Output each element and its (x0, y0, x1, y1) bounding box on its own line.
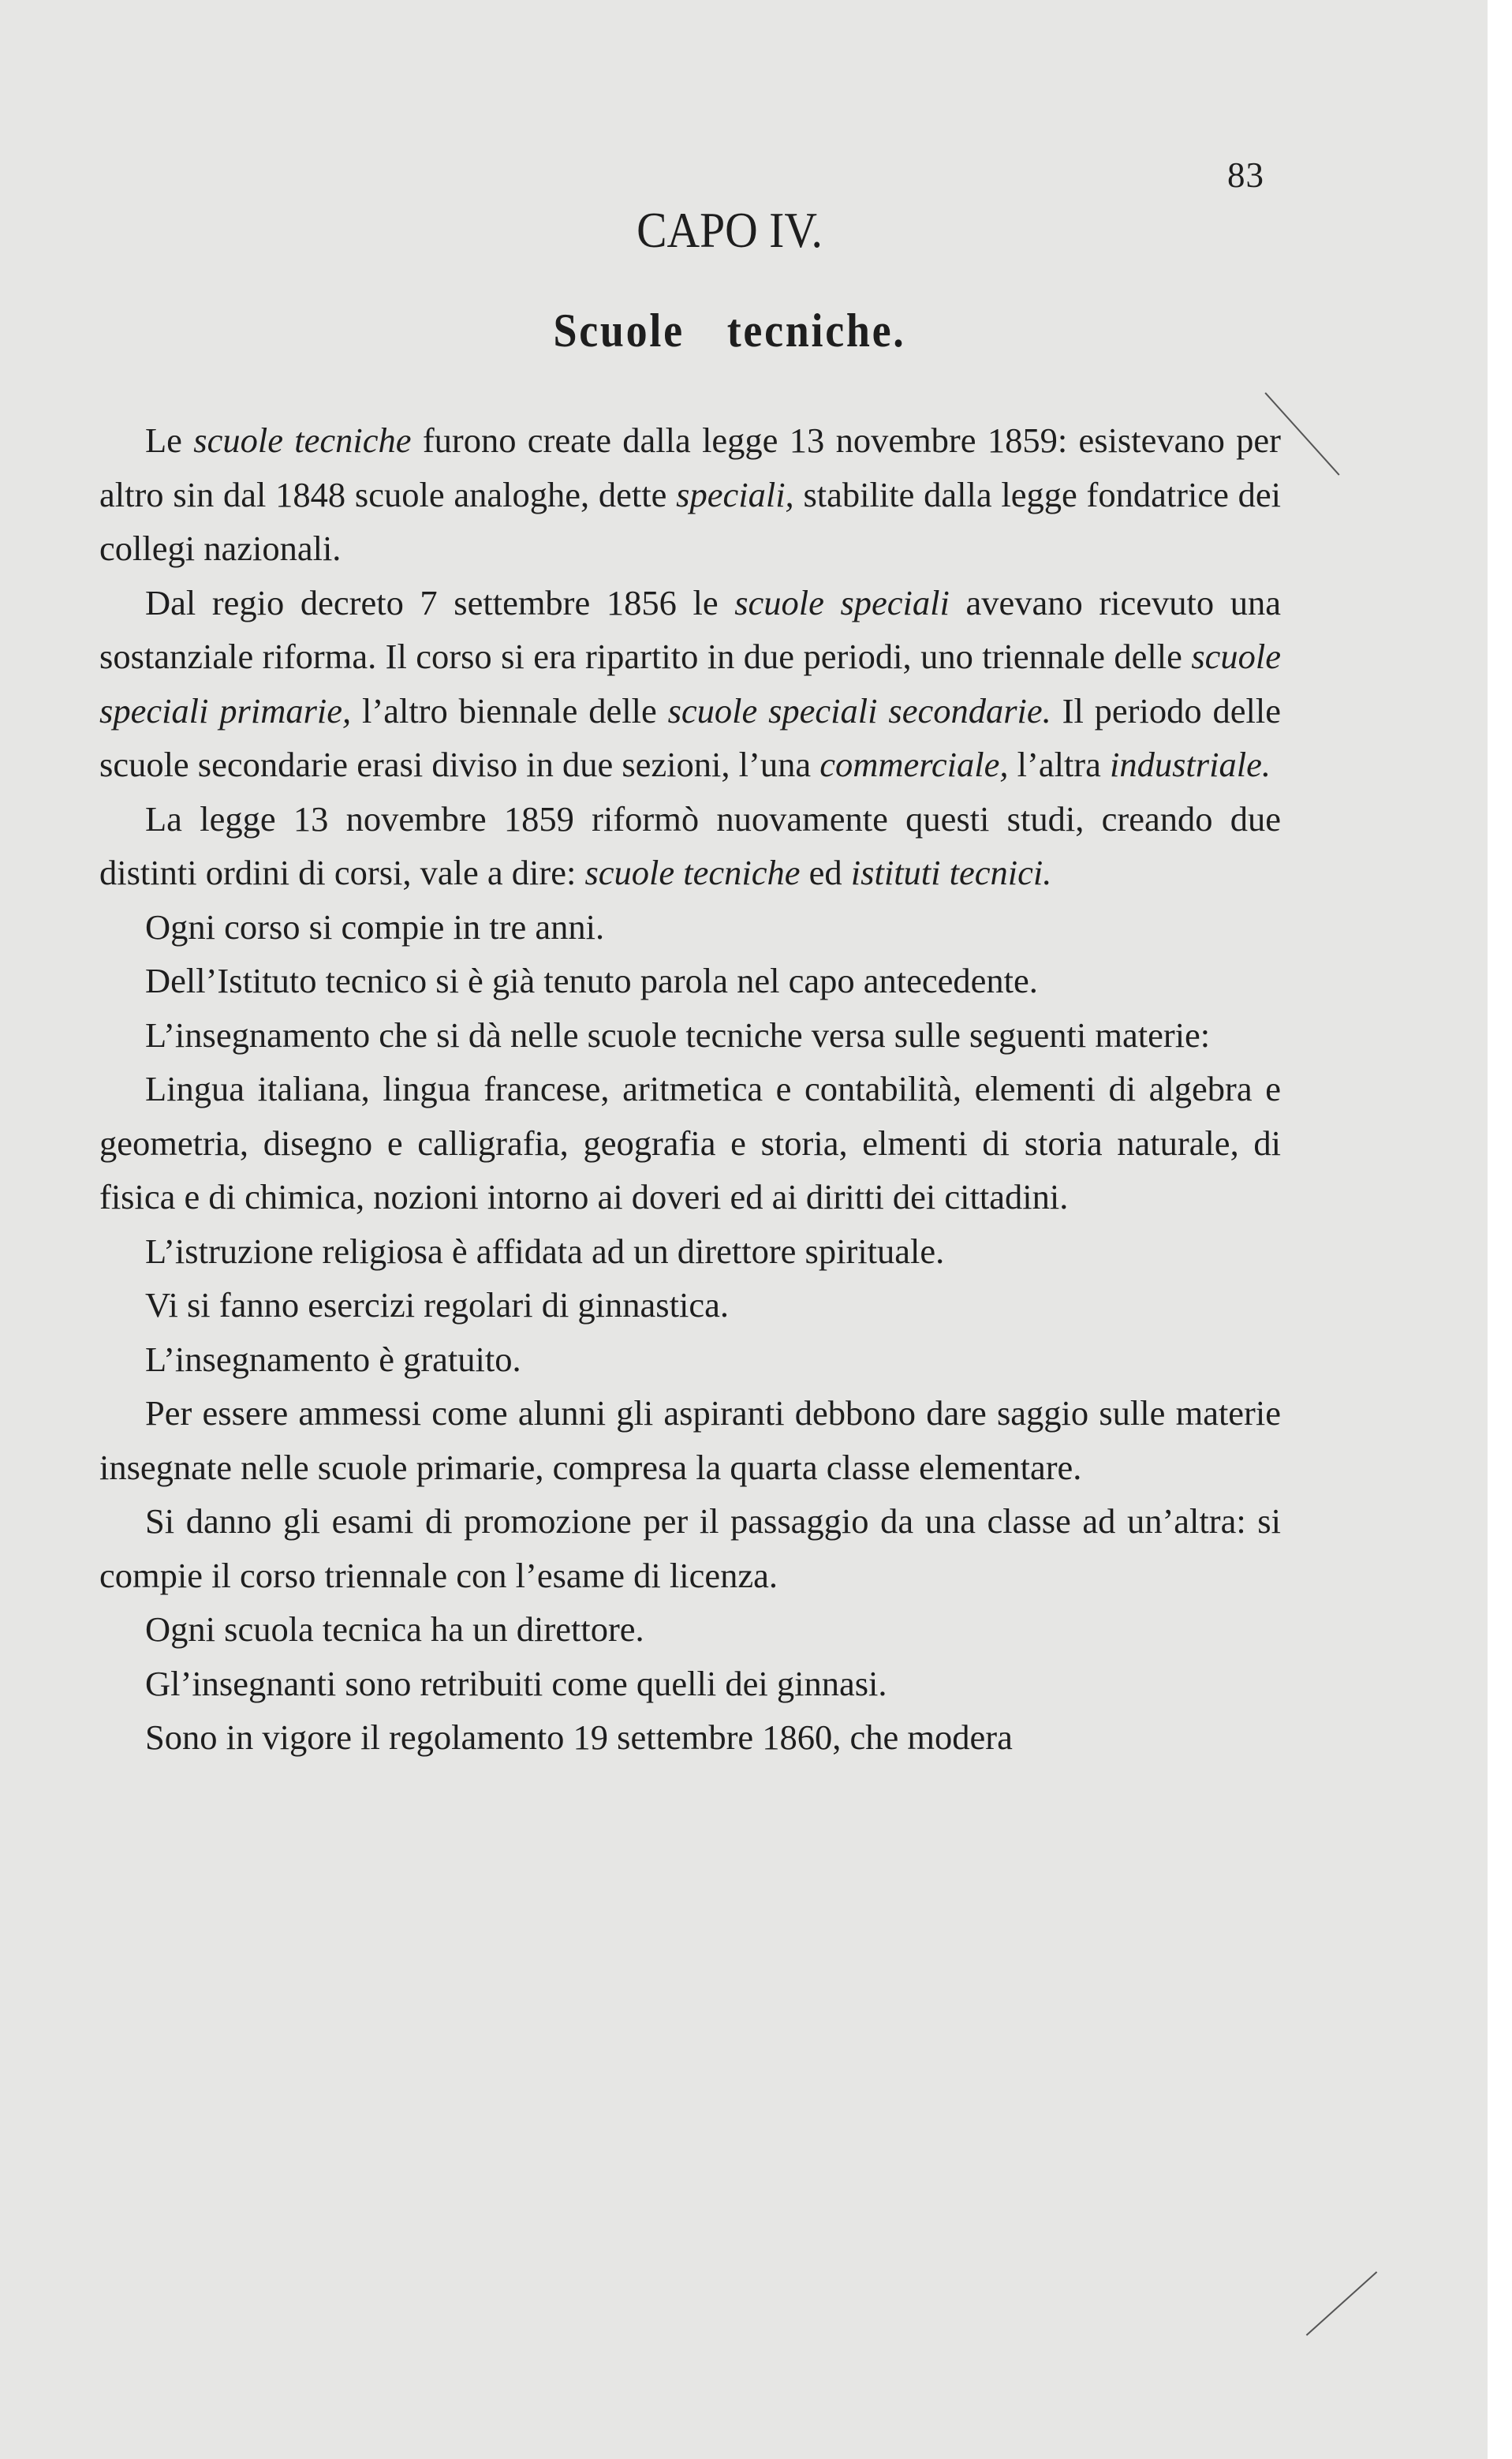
text-run: Ogni scuola tecnica ha un direttore. (145, 1609, 644, 1649)
text-run: Vi si fanno esercizi regolari di ginnastica. (145, 1285, 729, 1325)
stray-mark (1306, 2271, 1378, 2336)
paragraph (99, 576, 1281, 792)
text-run: Dal regio decreto 7 settembre 1856 le (145, 582, 735, 622)
italic-text: scuole speciali (734, 582, 950, 622)
paragraph (99, 1602, 1281, 1657)
paragraph (99, 954, 1281, 1008)
italic-text: istituti tecnici. (850, 853, 1052, 892)
text-run: L’istruzione religiosa è affidata ad un direttore spirituale. (145, 1231, 945, 1271)
text-run: Per essere ammessi come alunni gli aspiranti debbono dare saggio sulle materie insegnate nelle scuole primarie, compresa la quarta classe elementare. (99, 1393, 1281, 1487)
text-run: L’insegnamento è gratuito. (145, 1339, 521, 1379)
text-run: furono create dalla legge 13 novembre 1859: esistevano per altro sin dal 1848 scuole analoghe, dette (99, 420, 1282, 514)
text-run: Il periodo delle scuole secondarie erasi diviso in due sezioni, l’una (99, 690, 1281, 784)
paragraph (99, 1062, 1281, 1224)
italic-text: scuole tecniche (584, 853, 801, 892)
paragraph (99, 1494, 1281, 1602)
text-run: Gl’insegnanti sono retribuiti come quelli dei ginnasi. (145, 1663, 887, 1703)
italic-text: speciali, (676, 474, 794, 514)
paragraph (99, 1710, 1281, 1765)
paragraph (99, 1278, 1281, 1332)
page-number: 83 (1227, 155, 1264, 195)
italic-text: scuole speciali secondarie. (667, 690, 1051, 731)
paragraph (99, 1224, 1281, 1279)
text-run: Sono in vigore il regolamento 19 settembre 1860, che modera (145, 1717, 1013, 1757)
text-run: Le (145, 420, 194, 460)
paragraph (99, 1386, 1281, 1494)
italic-text: scuole tecniche (193, 420, 412, 460)
paragraph (99, 792, 1281, 900)
paragraph (99, 413, 1281, 576)
text-run: Ogni corso si compie in tre anni. (145, 906, 605, 947)
text-run: Si danno gli esami di promozione per il passaggio da una classe ad un’altra: si compie il corso triennale con l’esame di licenza. (99, 1501, 1281, 1595)
text-run: L’insegnamento che si dà nelle scuole tecniche versa sulle seguenti materie: (145, 1015, 1211, 1055)
italic-text: scuole speciali primarie, (99, 637, 1281, 731)
body-text (99, 413, 1281, 1765)
italic-text: commerciale, (819, 745, 1009, 784)
text-run: stabilite dalla legge fondatrice dei collegi nazionali. (99, 474, 1282, 568)
text-run: Lingua italiana, lingua francese, aritmetica e contabilità, elementi di algebra e geometria, disegno e calligrafia, geografia e storia, elmenti di storia naturale, di fisica e di chimica, nozioni intorno ai doveri ed ai diritti dei cittadini. (99, 1069, 1281, 1216)
paragraph (99, 900, 1281, 955)
paragraph (99, 1008, 1281, 1063)
section-title-word: Scuole (553, 305, 685, 357)
italic-text: industriale. (1110, 745, 1271, 784)
section-title (73, 304, 1387, 358)
section-title-word: tecniche. (726, 305, 906, 357)
paragraph (99, 1332, 1281, 1387)
paragraph (99, 1657, 1281, 1711)
chapter-title: CAPO IV. (637, 202, 823, 258)
text-run: l’altro biennale delle (351, 690, 668, 731)
text-run: La legge 13 novembre 1859 riformò nuovamente questi studi, creando due distinti ordini di corsi, vale a dire: (99, 798, 1281, 892)
text-run: ed (800, 853, 851, 892)
text-run: avevano ricevuto una sostanziale riforma. Il corso si era ripartito in due periodi, uno triennale delle (99, 582, 1281, 676)
text-run: Dell’Istituto tecnico si è già tenuto parola nel capo antecedente. (145, 961, 1038, 1000)
text-run: l’altra (1008, 745, 1110, 784)
